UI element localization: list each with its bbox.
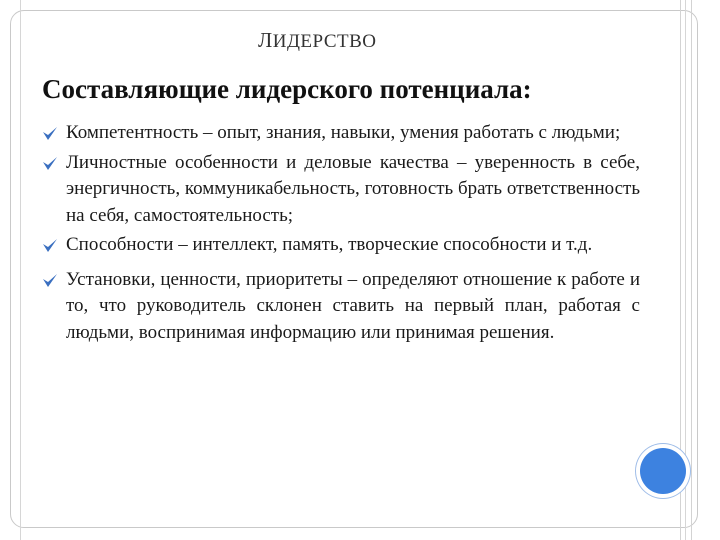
check-bullet-icon bbox=[42, 156, 58, 172]
list-item bbox=[42, 232, 640, 259]
list-item-text: Компетентность – опыт, знания, навыки, умения работать с людьми; bbox=[66, 122, 621, 143]
bullet-list bbox=[42, 120, 640, 349]
check-bullet-icon bbox=[42, 126, 58, 142]
circle-decoration-icon bbox=[640, 448, 686, 494]
header-rest: ИДЕРСТВО bbox=[272, 31, 377, 52]
list-item-text: Личностные особенности и деловые качества – уверенность в себе, энергичность, коммуникабельность, готовность брать ответственность на себя, самостоятельность; bbox=[66, 151, 640, 226]
list-item-text: Способности – интеллект, память, творческие способности и т.д. bbox=[66, 234, 593, 255]
check-bullet-icon bbox=[42, 273, 58, 289]
check-bullet-icon bbox=[42, 238, 58, 254]
list-item-text: Установки, ценности, приоритеты – определяют отношение к работе и то, что руководитель склонен ставить на первый план, работая с людьми, воспринимая информацию или принимая решения. bbox=[66, 268, 640, 343]
list-item bbox=[42, 267, 640, 347]
slide-header bbox=[258, 28, 377, 53]
header-first-letter: Л bbox=[258, 28, 273, 52]
slide-title: Составляющие лидерского потенциала: bbox=[42, 74, 532, 104]
list-item bbox=[42, 150, 640, 230]
list-item bbox=[42, 120, 640, 147]
